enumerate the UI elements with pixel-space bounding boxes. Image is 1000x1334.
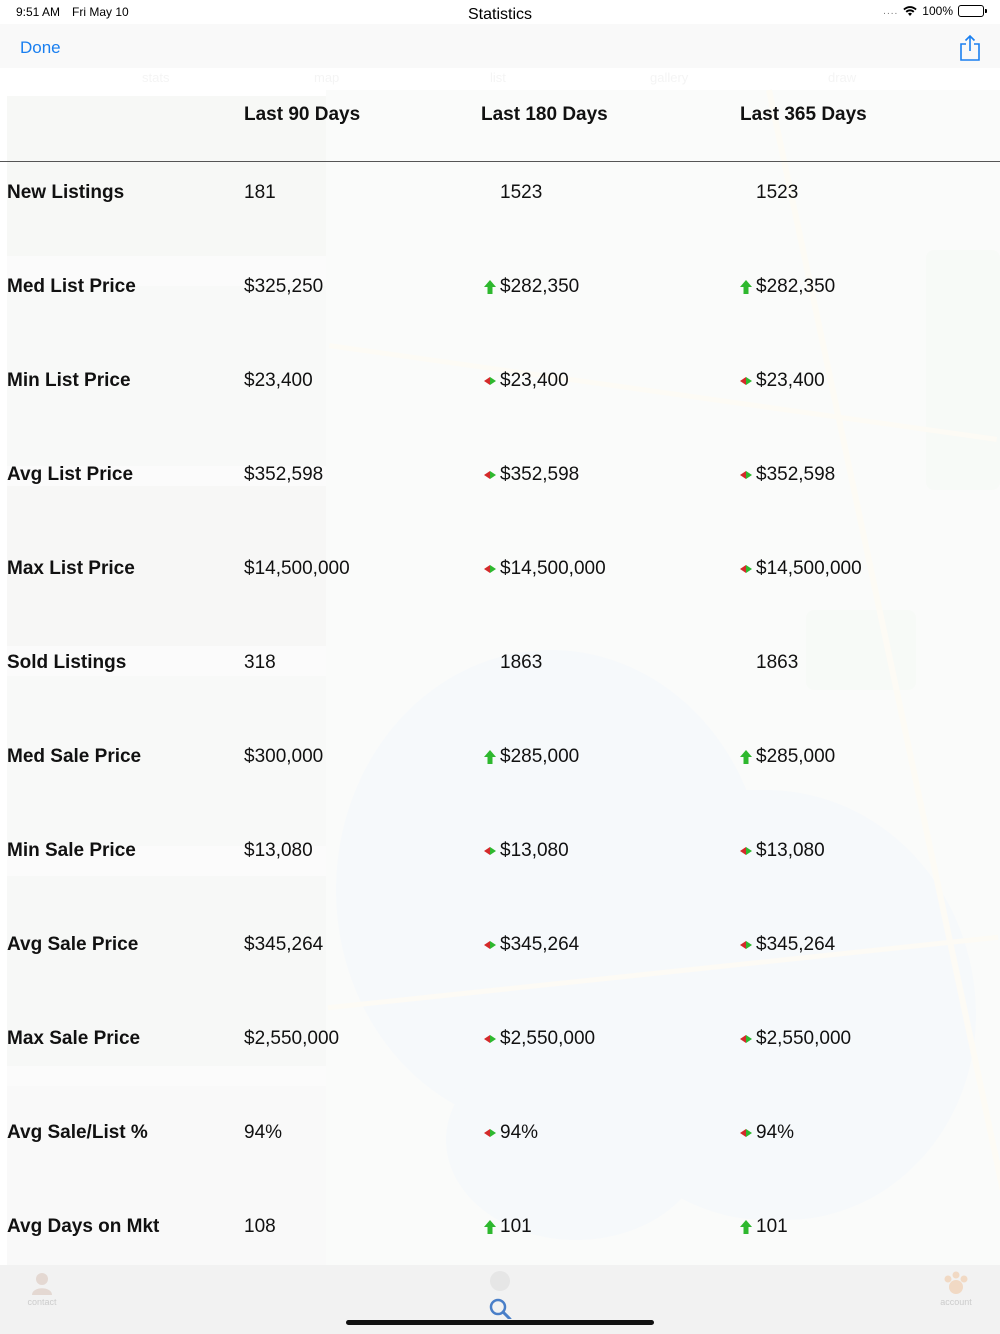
stat-value-365: $14,500,000 (739, 558, 862, 580)
stat-value-90: $13,080 (244, 840, 313, 861)
stat-value-180: 101 (483, 1216, 532, 1238)
contact-avatar-icon (31, 1271, 53, 1295)
battery-icon (958, 5, 984, 17)
stat-value-180: $282,350 (483, 276, 579, 298)
page-title: Statistics (467, 6, 532, 23)
table-row (0, 256, 1000, 350)
trend-neutral-icon (739, 561, 753, 577)
stat-value-90: 108 (244, 1216, 276, 1237)
share-button[interactable] (958, 34, 982, 64)
table-row (0, 1008, 1000, 1102)
trend-neutral-icon (739, 1125, 753, 1141)
search-tab[interactable] (484, 1269, 516, 1319)
stat-label: Min Sale Price (7, 840, 136, 861)
stat-value-90: $325,250 (244, 276, 324, 297)
table-row (0, 726, 1000, 820)
done-button[interactable]: Done (20, 38, 61, 57)
stat-label: Sold Listings (7, 652, 127, 673)
stat-label: Max Sale Price (7, 1028, 141, 1049)
stat-value-90: $23,400 (244, 370, 313, 391)
stat-value-90: $300,000 (244, 746, 324, 767)
table-row (0, 1102, 1000, 1196)
nav-bar (0, 24, 1000, 68)
stat-value-365: 101 (739, 1216, 788, 1238)
stat-value-90: 94% (244, 1122, 283, 1143)
statistics-table (0, 90, 1000, 1290)
stat-value-180: $14,500,000 (483, 558, 606, 580)
stat-label: Med Sale Price (7, 746, 142, 767)
stat-value-90: 181 (244, 182, 276, 203)
stat-value-180: $285,000 (483, 746, 579, 768)
status-date: Fri May 10 (72, 5, 129, 19)
table-row (0, 820, 1000, 914)
trend-up-icon (739, 749, 753, 765)
stat-value-180: $2,550,000 (483, 1028, 595, 1050)
stat-value-365: $2,550,000 (739, 1028, 851, 1050)
status-time: 9:51 AM (16, 5, 61, 19)
stat-value-365: $282,350 (739, 276, 835, 298)
column-header-365: Last 365 Days (740, 104, 867, 125)
stat-label: Min List Price (7, 370, 131, 391)
trend-neutral-icon (739, 843, 753, 859)
contact-tab[interactable]: contact (22, 1271, 62, 1307)
column-header-90: Last 90 Days (244, 104, 361, 125)
stat-label: Avg Days on Mkt (7, 1216, 160, 1237)
stat-value-180: 94% (483, 1122, 538, 1144)
stat-value-365: 1523 (756, 182, 799, 203)
stat-value-365: $345,264 (739, 934, 835, 956)
column-header-180: Last 180 Days (481, 104, 608, 125)
trend-neutral-icon (739, 937, 753, 953)
stat-value-90: $2,550,000 (244, 1028, 340, 1049)
stat-value-90: $345,264 (244, 934, 324, 955)
stat-value-90: 318 (244, 652, 276, 673)
stat-value-365: $23,400 (739, 370, 825, 392)
trend-neutral-icon (483, 1031, 497, 1047)
stat-value-180: $23,400 (483, 370, 569, 392)
trend-neutral-icon (483, 937, 497, 953)
stat-value-365: 1863 (756, 652, 799, 673)
trend-neutral-icon (739, 1031, 753, 1047)
stat-label: New Listings (7, 182, 125, 203)
stat-label: Avg Sale/List % (7, 1122, 148, 1143)
stat-label: Med List Price (7, 276, 136, 297)
battery-percent: 100% (922, 4, 953, 18)
trend-neutral-icon (739, 373, 753, 389)
signal-icon: .... (883, 5, 899, 17)
share-icon (958, 50, 982, 65)
table-row (0, 632, 1000, 726)
stat-value-180: 1523 (500, 182, 543, 203)
table-row (0, 914, 1000, 1008)
stat-value-180: $345,264 (483, 934, 579, 956)
trend-neutral-icon (483, 561, 497, 577)
trend-up-icon (739, 1219, 753, 1235)
stat-value-365: $13,080 (739, 840, 825, 862)
account-tab[interactable]: account (936, 1271, 976, 1307)
stat-label: Avg List Price (7, 464, 134, 485)
stat-value-180: $13,080 (483, 840, 569, 862)
table-body (0, 162, 1000, 1290)
trend-neutral-icon (739, 467, 753, 483)
wifi-icon (903, 6, 917, 17)
search-icon (484, 1269, 516, 1319)
stat-value-180: $352,598 (483, 464, 579, 486)
trend-up-icon (483, 1219, 497, 1235)
table-row (0, 350, 1000, 444)
stat-label: Avg Sale Price (7, 934, 139, 955)
stat-value-90: $14,500,000 (244, 558, 350, 579)
status-bar (0, 0, 1000, 24)
trend-up-icon (739, 279, 753, 295)
trend-up-icon (483, 279, 497, 295)
stat-label: Max List Price (7, 558, 135, 579)
stat-value-90: $352,598 (244, 464, 324, 485)
trend-neutral-icon (483, 1125, 497, 1141)
account-paw-icon (942, 1271, 970, 1295)
trend-up-icon (483, 749, 497, 765)
trend-neutral-icon (483, 373, 497, 389)
trend-neutral-icon (483, 843, 497, 859)
table-row (0, 444, 1000, 538)
stat-value-180: 1863 (500, 652, 543, 673)
stat-value-365: $285,000 (739, 746, 835, 768)
table-row (0, 538, 1000, 632)
table-row (0, 162, 1000, 256)
trend-neutral-icon (483, 467, 497, 483)
stat-value-365: 94% (739, 1122, 794, 1144)
home-indicator (346, 1320, 654, 1325)
stat-value-365: $352,598 (739, 464, 835, 486)
table-header (0, 90, 1000, 162)
